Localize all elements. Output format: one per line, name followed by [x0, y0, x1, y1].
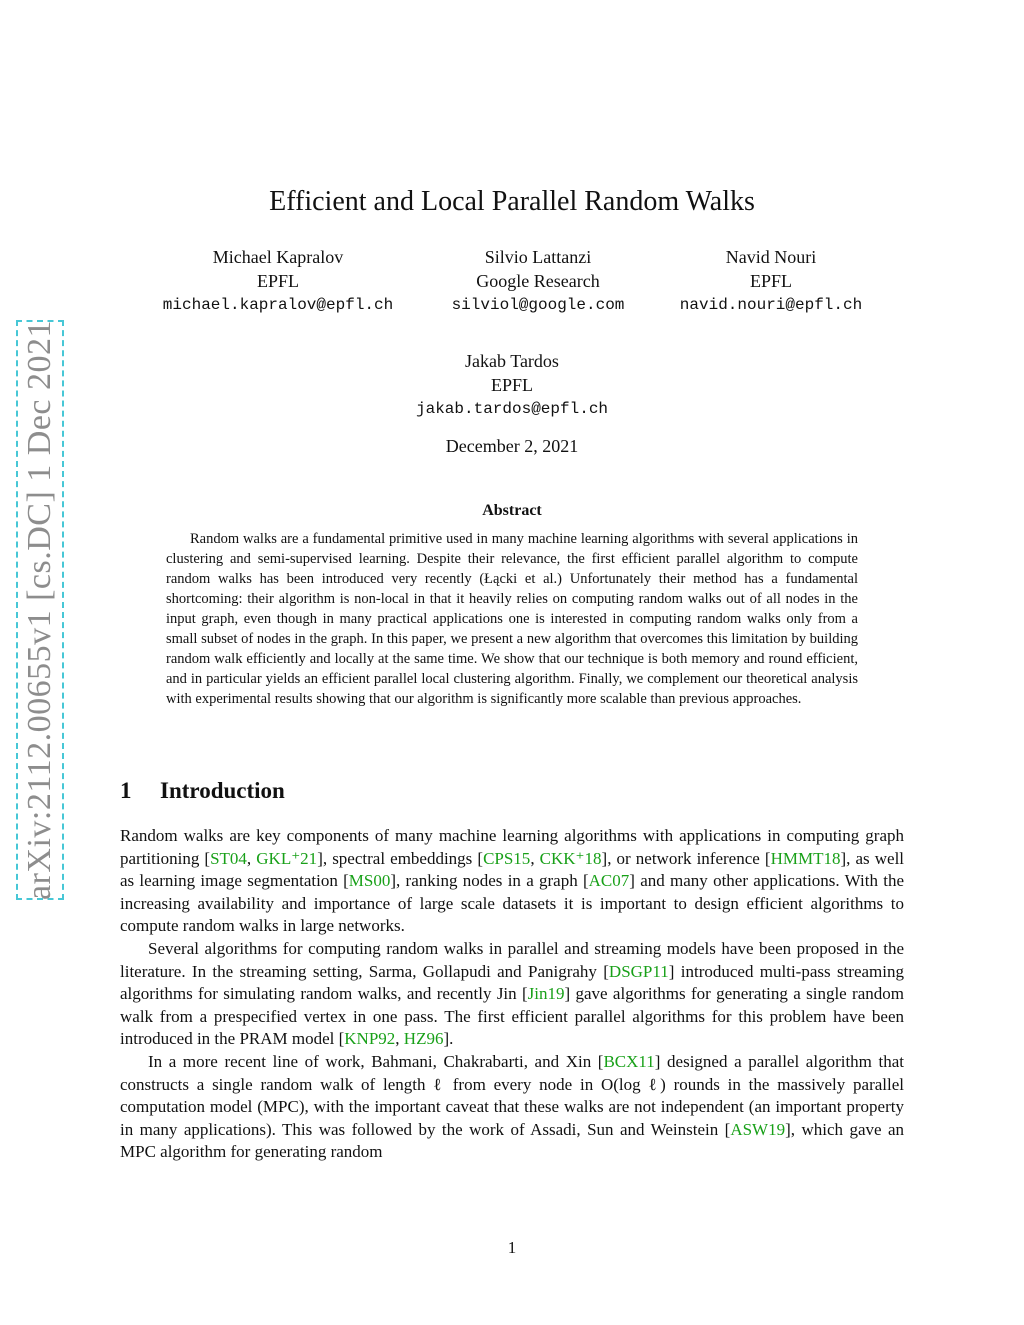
citation-link[interactable]: KNP92 — [344, 1029, 396, 1049]
author-affiliation: EPFL — [490, 375, 533, 395]
citation-link[interactable]: CPS15 — [483, 848, 531, 868]
citation-link[interactable]: CKK⁺18 — [539, 848, 602, 868]
author-affiliation: EPFL — [749, 271, 792, 291]
abstract-heading: Abstract — [482, 502, 542, 519]
section-number: 1 — [120, 778, 132, 803]
citation-link[interactable]: ASW19 — [730, 1119, 786, 1139]
author-name: Silvio Lattanzi — [484, 247, 592, 267]
citation-link[interactable]: Jin19 — [527, 984, 565, 1004]
citation-link[interactable]: MS00 — [348, 871, 391, 891]
text-run: ] and many other applications. With the increasing availability and importance of large scale datasets it is important to design efficient algorithms to compute random walks in large networks. — [120, 871, 904, 936]
paper-title: Efficient and Local Parallel Random Walks — [269, 186, 755, 217]
citation-link[interactable]: ST04 — [210, 848, 247, 868]
author-email[interactable]: navid.nouri@epfl.ch — [679, 296, 863, 314]
author-affiliation: EPFL — [256, 271, 299, 291]
paragraph — [120, 938, 904, 1051]
paragraph — [120, 1051, 904, 1164]
citation-link[interactable]: AC07 — [588, 871, 630, 891]
text-run: ] designed a parallel algorithm that constructs a single random walk of length ℓ from every node in O(log ℓ) rounds in the massively parallel computation model (MPC), with the important caveat that these walks are not independent (an important property in many applications). This was followed by the work of Assadi, Sun and Weinstein [ — [120, 1051, 904, 1139]
citation-link[interactable]: HMMT18 — [770, 848, 841, 868]
text-run: ], which gave an MPC algorithm for generating random — [120, 1119, 905, 1162]
paragraph — [120, 825, 904, 938]
citation-link[interactable]: HZ96 — [403, 1029, 444, 1049]
author-affiliation: Google Research — [476, 271, 600, 291]
page-number: 1 — [507, 1238, 517, 1257]
citation-link[interactable]: DSGP11 — [608, 961, 669, 981]
abstract-text: Random walks are a fundamental primitive used in many machine learning algorithms with several applications in clustering and semi-supervised learning. Despite their relevance, the first efficient parallel algorithm to compute random walks has been introduced very recently (Łącki et al.) Unfortunately their method has a fundamental shortcoming: their algorithm is non-local in that it heavily relies on computing random walks out of all nodes in the input graph, even though in many practical applications one is interested in computing random walks only from a small subset of nodes in the graph. In this paper, we present a new algorithm that overcomes this limitation by building random walk efficiently and locally at the same time. We show that our technique is both memory and round efficient, and in particular yields an efficient parallel local clustering algorithm. Finally, we complement our theoretical analysis with experimental results showing that our algorithm is significantly more scalable than previous approaches. — [166, 531, 858, 707]
text-run: ], ranking nodes in a graph [ — [390, 871, 589, 891]
text-run: , — [246, 848, 257, 868]
section-heading — [120, 778, 285, 804]
author-name: Jakab Tardos — [465, 351, 559, 371]
text-run: ] gave algorithms for generating a single random walk from a prespecified vertex in one pass. The first efficient parallel algorithms for this problem have been introduced in the PRAM model [ — [120, 984, 904, 1049]
citation-link[interactable]: GKL⁺21 — [256, 848, 318, 868]
arxiv-stamp — [16, 320, 64, 900]
author-email[interactable]: jakab.tardos@epfl.ch — [415, 400, 609, 418]
author-block — [138, 245, 418, 317]
text-run: , — [530, 848, 540, 868]
author-name: Michael Kapralov — [212, 247, 344, 267]
text-run: ] introduced multi-pass streaming algorithms for simulating random walks, and recently Jin [ — [120, 961, 904, 1004]
text-run: Several algorithms for computing random walks in parallel and streaming models have been proposed in the literature. In the streaming setting, Sarma, Gollapudi and Panigrahy [ — [120, 938, 904, 981]
text-run: ], spectral embeddings [ — [317, 848, 484, 868]
text-run: In a more recent line of work, Bahmani, Chakrabarti, and Xin [ — [148, 1051, 604, 1071]
publication-date: December 2, 2021 — [445, 436, 579, 456]
author-name: Navid Nouri — [725, 247, 817, 267]
author-block — [631, 245, 911, 317]
text-run: ], as well as learning image segmentation [ — [120, 848, 905, 891]
text-run: ]. — [443, 1029, 454, 1049]
body-text — [120, 825, 904, 1164]
author-email[interactable]: silviol@google.com — [451, 296, 625, 314]
author-block — [372, 349, 652, 421]
author-email[interactable]: michael.kapralov@epfl.ch — [162, 296, 394, 314]
text-run: ], or network inference [ — [601, 848, 771, 868]
section-title: Introduction — [160, 778, 285, 803]
text-run: , — [395, 1029, 404, 1049]
text-run: Random walks are key components of many machine learning algorithms with applications in computing graph partitioning [ — [120, 826, 904, 868]
citation-link[interactable]: BCX11 — [603, 1051, 655, 1071]
arxiv-id: arXiv:2112.00655v1 [cs.DC] 1 Dec 2021 — [21, 319, 58, 901]
